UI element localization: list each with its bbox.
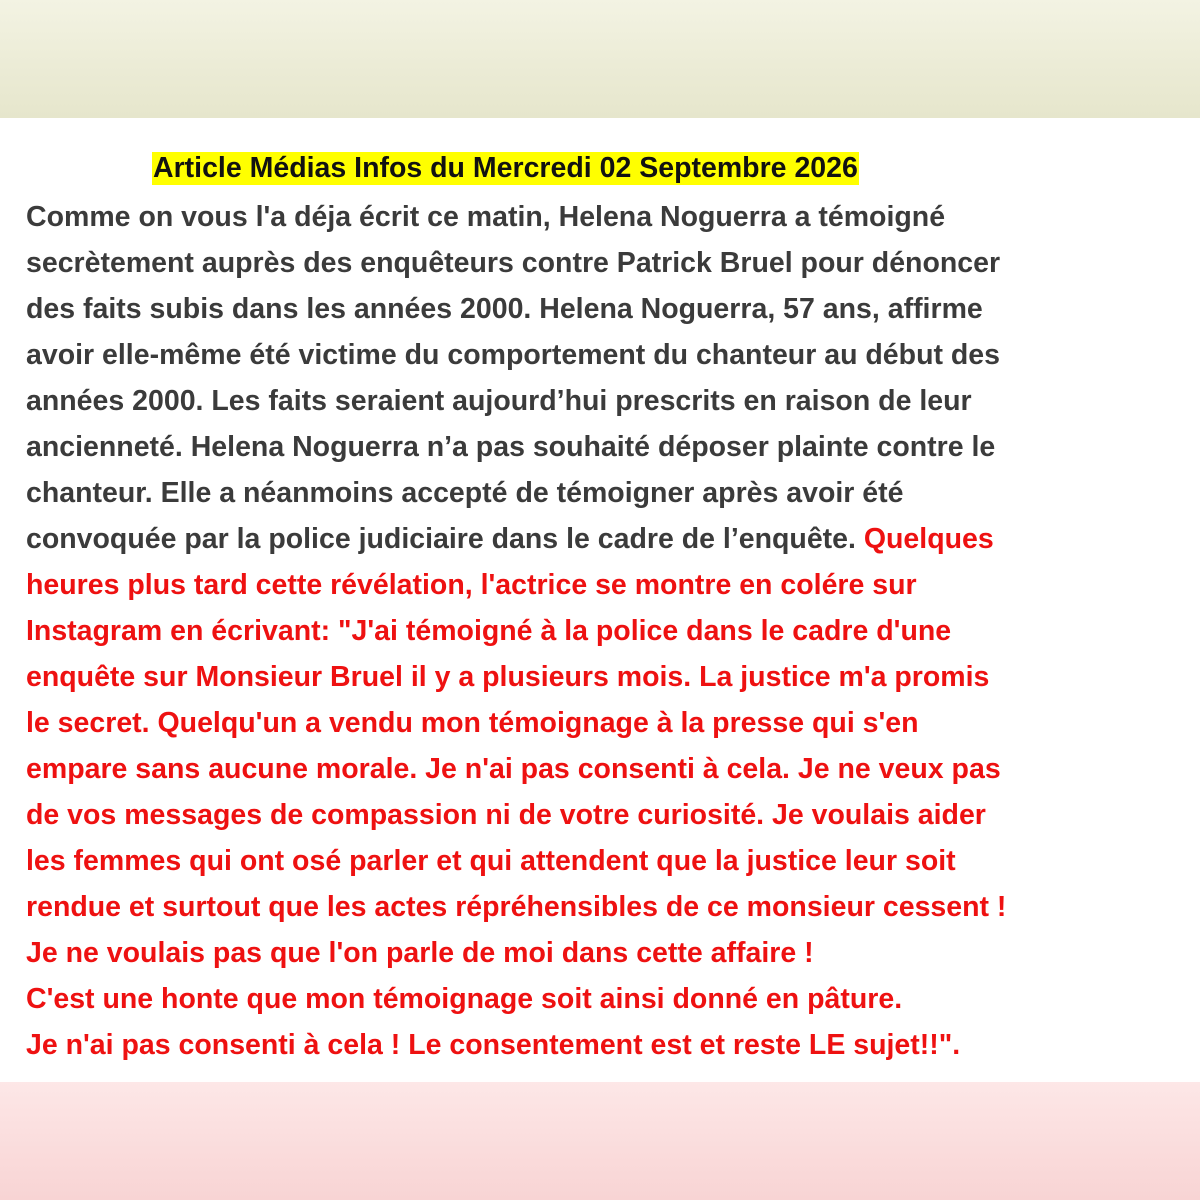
bottom-decorative-band [0,1082,1200,1200]
article-headline: Article Médias Infos du Mercredi 02 Septembre 2026 [153,152,858,184]
article-body [26,194,1176,1068]
article-intro-text: Comme on vous l'a déja écrit ce matin, Helena Noguerra a témoigné secrètement auprès des enquêteurs contre Patrick Bruel pour dénoncer des faits subis dans les années 2000. Helena Noguerra, 57 ans, affirme avoir elle-même été victime du comportement du chanteur au début des années 2000. Les faits seraient aujourd’hui prescrits en raison de leur ancienneté. Helena Noguerra n’a pas souhaité déposer plainte contre le chanteur. Elle a néanmoins accepté de témoigner après avoir été convoquée par la police judiciaire dans le cadre de l’enquête. [26,201,1001,555]
article-quote-text: Quelques heures plus tard cette révélation, l'actrice se montre en colére sur Instagram en écrivant: "J'ai témoigné à la police dans le cadre d'une enquête sur Monsieur Bruel il y a plusieurs mois. La justice m'a promis le secret. Quelqu'un a vendu mon témoignage à la presse qui s'en empare sans aucune morale. Je n'ai pas consenti à cela. Je ne veux pas de vos messages de compassion ni de votre curiosité. Je voulais aider les femmes qui ont osé parler et qui attendent que la justice leur soit rendue et surtout que les actes répréhensibles de ce monsieur cessent ! Je ne voulais pas que l'on parle de moi dans cette affaire ! C'est une honte que mon témoignage soit ainsi donné en pâture. Je n'ai pas consenti à cela ! Le consentement est et reste LE sujet!!". [26,523,1007,1061]
top-decorative-band [0,0,1200,118]
